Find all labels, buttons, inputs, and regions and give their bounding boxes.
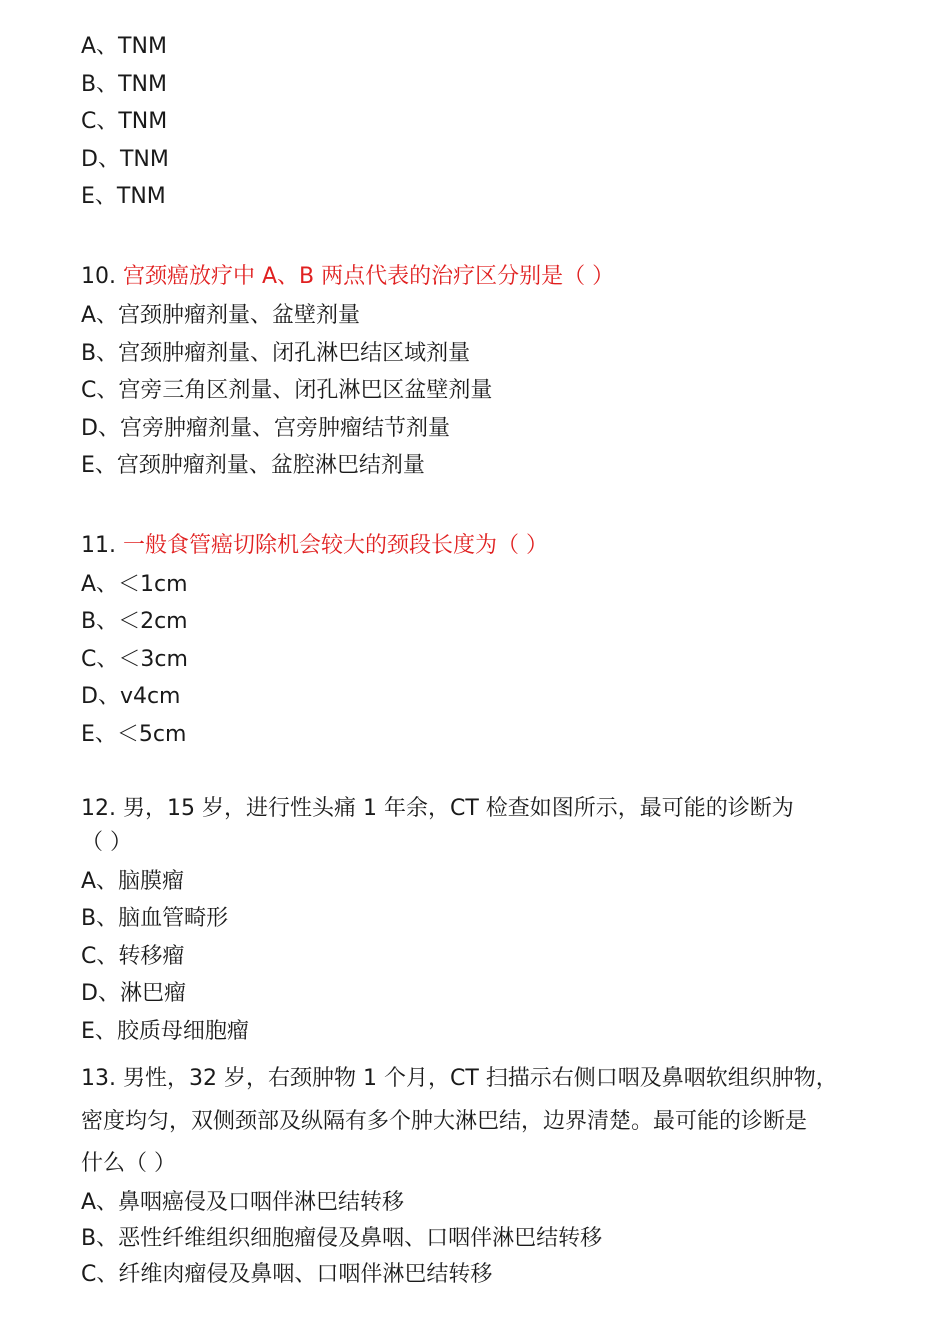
q9-option-a: A、TNM	[81, 34, 167, 59]
q13-number: 13.	[81, 1066, 116, 1091]
q12-option-a: A、脑膜瘤	[81, 869, 185, 894]
q11-option-e: E、＜5cm	[81, 722, 187, 747]
q13-question	[81, 1064, 838, 1094]
q10-stem: 宫颈癌放疗中 A、B 两点代表的治疗区分别是（ ）	[123, 264, 615, 289]
q10-question	[81, 262, 614, 292]
q12-option-c: C、转移瘤	[81, 944, 185, 969]
q13-stem-line1: 男性，32 岁，右颈肿物 1 个月，CT 扫描示右侧口咽及鼻咽软组织肿物，	[123, 1066, 838, 1091]
q12-stem-continuation: （ ）	[81, 830, 132, 855]
q12-stem: 男，15 岁，进行性头痛 1 年余，CT 检查如图所示，最可能的诊断为	[123, 796, 794, 821]
q9-option-b: B、TNM	[81, 72, 167, 97]
q13-option-c: C、纤维肉瘤侵及鼻咽、口咽伴淋巴结转移	[81, 1262, 493, 1287]
q12-question	[81, 794, 794, 824]
q11-stem: 一般食管癌切除机会较大的颈段长度为（ ）	[123, 533, 548, 558]
q9-option-e: E、TNM	[81, 184, 166, 209]
q10-option-e: E、宫颈肿瘤剂量、盆腔淋巴结剂量	[81, 453, 425, 478]
q13-stem-line2: 密度均匀，双侧颈部及纵隔有多个肿大淋巴结，边界清楚。最可能的诊断是	[81, 1109, 808, 1134]
q12-number: 12.	[81, 796, 116, 821]
q13-option-b: B、恶性纤维组织细胞瘤侵及鼻咽、口咽伴淋巴结转移	[81, 1226, 603, 1251]
q9-option-c: C、TNM	[81, 109, 168, 134]
q13-option-a: A、鼻咽癌侵及口咽伴淋巴结转移	[81, 1190, 405, 1215]
q11-option-b: B、＜2cm	[81, 609, 188, 634]
q12-option-d: D、淋巴瘤	[81, 981, 186, 1006]
q11-option-c: C、＜3cm	[81, 647, 188, 672]
q13-stem-line3: 什么（ ）	[81, 1151, 176, 1176]
q10-option-d: D、宫旁肿瘤剂量、宫旁肿瘤结节剂量	[81, 416, 450, 441]
q12-option-e: E、胶质母细胞瘤	[81, 1019, 249, 1044]
q10-number: 10.	[81, 264, 116, 289]
q11-question	[81, 531, 548, 561]
q11-option-a: A、＜1cm	[81, 572, 188, 597]
q10-option-c: C、宫旁三角区剂量、闭孔淋巴区盆壁剂量	[81, 378, 493, 403]
q10-option-a: A、宫颈肿瘤剂量、盆壁剂量	[81, 303, 361, 328]
q12-option-b: B、脑血管畸形	[81, 906, 229, 931]
q11-number: 11.	[81, 533, 116, 558]
q11-option-d: D、v4cm	[81, 684, 181, 709]
q10-option-b: B、宫颈肿瘤剂量、闭孔淋巴结区域剂量	[81, 341, 471, 366]
q9-option-d: D、TNM	[81, 147, 169, 172]
